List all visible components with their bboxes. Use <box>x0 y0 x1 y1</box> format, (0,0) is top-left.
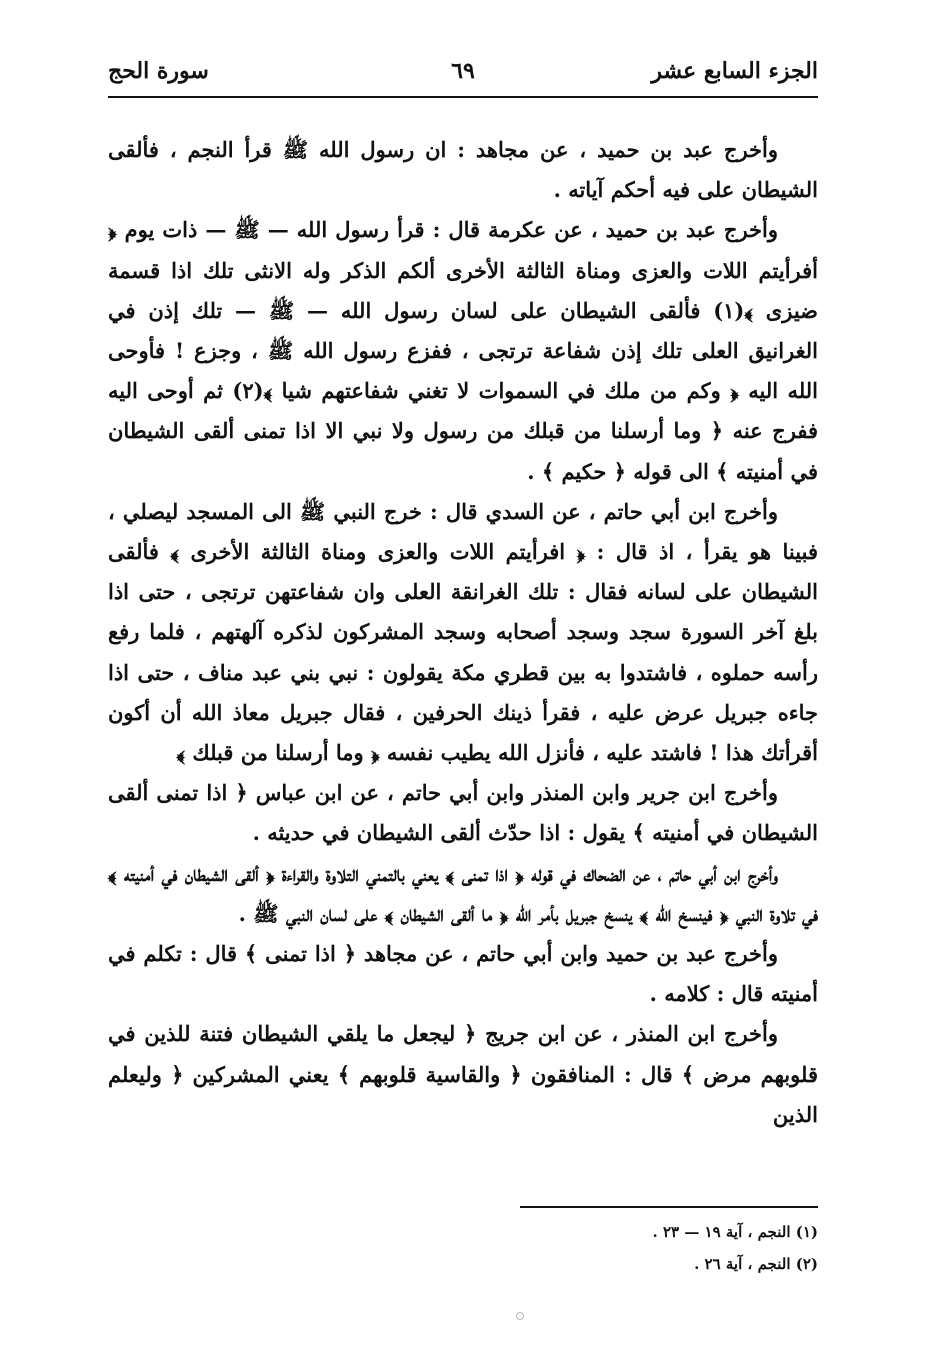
part-title: الجزء السابع عشر <box>651 58 818 84</box>
page-header <box>108 58 818 92</box>
paper-speck <box>516 1312 524 1320</box>
paragraph: وأخرج ابن أبي حاتم ، عن السدي قال : خرج النبي ﷺ الى المسجد ليصلي ، فبينا هو يقرأ ، اذ قال : ﴿ افرأيتم اللات والعزى ومناة الثالثة الأخرى ﴾ فألقى الشيطان على لسانه فقال : تلك الغرانقة العلى وان شفاعتهن ترتجى ، حتى اذا بلغ آخر السورة سجد وسجد أصحابه وسجد المشركون لذكره آلهتهم ، فلما رفع رأسه حملوه ، فاشتدوا به بين قطري مكة يقولون : نبي بني عبد مناف ، حتى اذا جاءه جبريل عرض عليه ، فقرأ ذينك الحرفين ، فقال جبريل معاذ الله أن أكون أقرأتك هذا ! فاشتد عليه ، فأنزل الله يطيب نفسه ﴿ وما أرسلنا من قبلك ﴾ <box>108 498 818 766</box>
paragraph: وأخرج ابن المنذر ، عن ابن جريج ﴿ ليجعل ما يلقي الشيطان فتنة للذين في قلوبهم مرض ﴾ قال : المنافقون ﴿ والقاسية قلوبهم ﴾ يعني المشركين ﴿ وليعلم الذين <box>108 1021 818 1127</box>
paragraph: وأخرج عبد بن حميد وابن أبي حاتم ، عن مجاهد ﴿ اذا تمنى ﴾ قال : تكلم في أمنيته قال : كلامه . <box>108 941 818 1007</box>
main-text <box>108 130 818 1135</box>
surah-title: سورة الحج <box>108 58 209 84</box>
paragraph: وأخرج عبد بن حميد ، عن مجاهد : ان رسول الله ﷺ قرأ النجم ، فألقى الشيطان على فيه أحكم آياته . <box>108 137 818 203</box>
footnotes <box>108 1216 818 1280</box>
footnote: (١) النجم ، آية ١٩ — ٢٣ . <box>652 1223 818 1241</box>
paragraph: وأخرج ابن أبي حاتم ، عن الضحاك في قوله ﴿ اذا تمنى ﴾ يعني بالتمني التلاوة والقراءة ﴿ ألقى الشيطان في أمنيته ﴾ في تلاوة النبي ﴿ فينسخ الله ﴾ ينسخ جبريل بأمر الله ﴿ ما ألقى الشيطان ﴾ على لسان النبي ﷺ . <box>108 860 818 926</box>
paragraph: وأخرج عبد بن حميد ، عن عكرمة قال : قرأ رسول الله — ﷺ — ذات يوم ﴿ أفرأيتم اللات والعزى ومناة الثالثة الأخرى ألكم الذكر وله الانثى تلك اذا قسمة ضيزى ﴾(١) فألقى الشيطان على لسان رسول الله — ﷺ — تلك إذن في الغرانيق العلى تلك إذن شفاعة ترتجى ، ففزع رسول الله ﷺ ، وجزع ! فأوحى الله اليه ﴿ وكم من ملك في السموات لا تغني شفاعتهم شيا ﴾(٢) ثم أوحى اليه ففرج عنه ﴿ وما أرسلنا من قبلك من رسول ولا نبي الا اذا تمنى ألقى الشيطان في أمنيته ﴾ الى قوله ﴿ حكيم ﴾ . <box>108 217 819 484</box>
footnote: (٢) النجم ، آية ٢٦ . <box>694 1255 818 1273</box>
footnote-divider <box>520 1206 818 1208</box>
header-divider <box>108 96 818 98</box>
paragraph: وأخرج ابن جرير وابن المنذر وابن أبي حاتم ، عن ابن عباس ﴿ اذا تمنى ألقى الشيطان في أمنيته ﴾ يقول : اذا حدّث ألقى الشيطان في حديثه . <box>108 780 818 846</box>
page-number: ٦٩ <box>451 58 475 84</box>
